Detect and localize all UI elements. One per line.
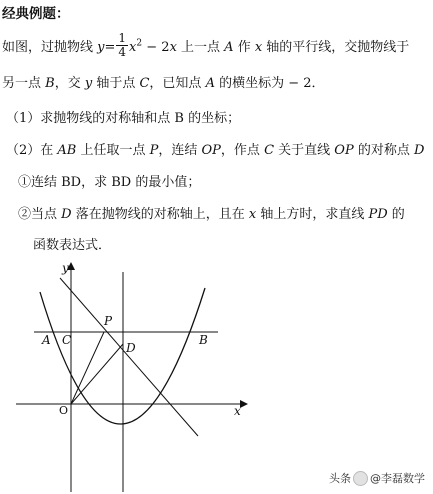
problem-line-2: 另一点 B，交 y 轴于点 C，已知点 A 的横坐标为 − 2． — [2, 76, 325, 91]
text: 如图，过抛物线 — [2, 40, 98, 55]
var-x: x — [129, 40, 137, 55]
label-p: P — [104, 314, 113, 328]
sub-question-1: ①连结 BD，求 BD 的最小值； — [18, 175, 201, 190]
x-axis-arrow — [240, 400, 248, 408]
segment-op — [71, 332, 104, 404]
question-1: （1）求抛物线的对称轴和点 B 的坐标； — [6, 111, 241, 126]
line-pd — [60, 278, 198, 436]
watermark-author: @李磊数学 — [370, 471, 425, 485]
watermark — [329, 470, 425, 487]
sub-question-2-cont: 函数表达式． — [33, 238, 112, 253]
parabola-figure — [0, 258, 260, 494]
label-b: B — [199, 333, 208, 347]
label-c: C — [62, 333, 72, 347]
label-x: x — [234, 404, 241, 418]
sub-question-2: ②当点 D 落在抛物线的对称轴上，且在 x 轴上方时，求直线 PD 的 — [18, 207, 405, 222]
avatar-icon — [353, 471, 368, 486]
exponent: 2 — [136, 38, 143, 49]
heading: 经典例题： — [2, 6, 70, 22]
watermark-source: 头条 — [329, 471, 351, 485]
label-y: y — [62, 261, 69, 275]
label-a: A — [42, 333, 51, 347]
label-d: D — [126, 341, 136, 355]
question-2: （2）在 AB 上任取一点 P，连结 OP，作点 C 关于直线 OP 的对称点 D — [6, 143, 425, 158]
segment-od — [71, 344, 123, 404]
label-origin: O — [59, 404, 69, 417]
equals: = — [104, 40, 116, 55]
problem-line-1: 如图，过抛物线 y= $\frac{1}{4}$ $x^2 - 2x$ 上一点 A 作 x 轴的平行线，交抛物线于 — [2, 31, 410, 59]
var-y: y — [97, 40, 105, 55]
fraction: $\frac{1}{4}$ — [118, 31, 127, 59]
